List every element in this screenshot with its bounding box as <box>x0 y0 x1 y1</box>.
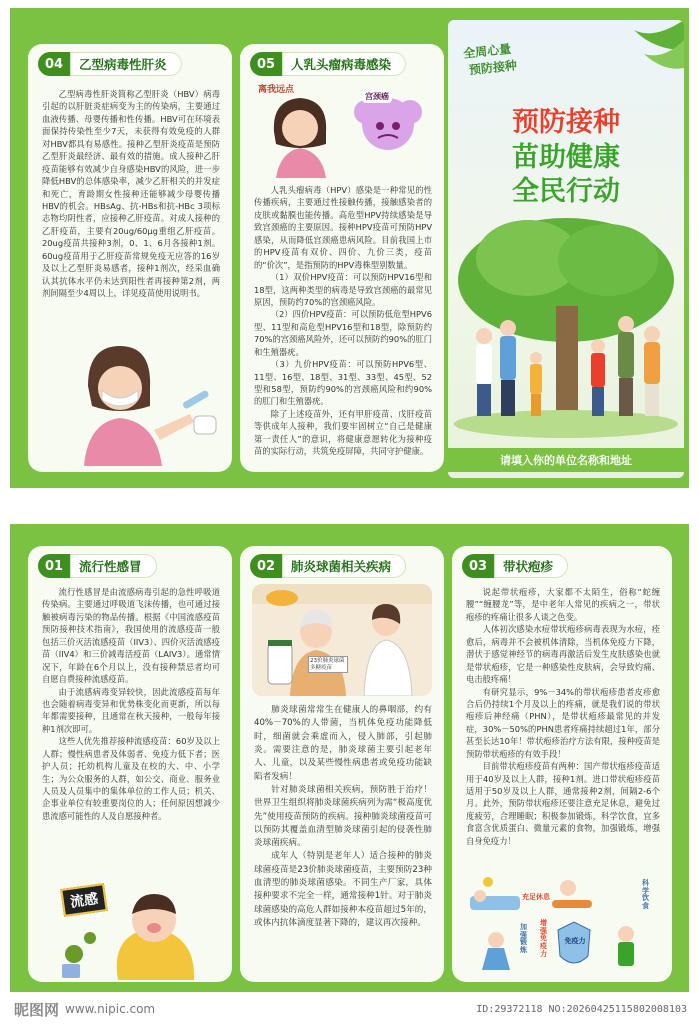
influenza-text <box>42 586 220 822</box>
paragraph: 乙型病毒性肝炎简称乙型肝炎（HBV）病毒引起的以肝脏炎症病变为主的传染病，主要通过血液传播、母婴传播和性传播。HBV可在环境表面保持传染性至少7天，未获得有效免疫的人群对HBV都具有易感性。接种乙型肝炎疫苗是预防乙型肝炎最经济、最有效的措施。成人接种乙肝疫苗能够有效减少自身感染HBV的风险，进一步降低HBV的总体感染率，减少乙肝相关的并发症和死亡，育龄期女性接种还能够减少母婴传播HBV的机会。HBsAg、抗-HBs和抗-HBc 3项标志物均阴性者，应接种乙肝疫苗。对成人接种的乙肝疫苗，主要有20ug/60μg重组乙肝疫苗。20ug疫苗共接种3剂，0、1、6月各接种1剂。60ug疫苗用于乙肝疫苗常规免疫无应答的16岁及以上乙型肝炎易感者，接种1剂次，经采血确认其抗体水平仍未达到阳性者再接种第2剂，两剂间隔至少4周以上，详见疫苗使用说明书。 <box>42 89 220 298</box>
slogan-line: 全周心量 <box>462 41 512 61</box>
section-number: 05 <box>250 52 282 76</box>
family-tree-illustration <box>448 210 684 440</box>
organization-placeholder: 请填入你的单位名称和地址 <box>448 448 684 472</box>
section-title: 肺炎球菌相关疾病 <box>282 554 406 578</box>
section-badge-03 <box>462 554 568 578</box>
paragraph: 肺炎球菌常常生在健康人的鼻咽部，约有40%－70%的人带菌，当机体免疫功能降低时，细菌就会乘虚而入，侵入肺部，引起肺炎。需要注意的是，肺炎球菌主要引起老年人、儿童，以及某些慢性病患者或免疫功能缺陷者发病！ <box>254 705 432 782</box>
panel-hepatitis-b <box>28 44 232 472</box>
panel-influenza <box>28 546 232 982</box>
shield-label: 免疫力 <box>564 937 586 945</box>
sick-child-illustration <box>48 880 218 980</box>
cover-title <box>448 106 684 210</box>
panel-hpv <box>240 44 444 472</box>
section-title: 乙型病毒性肝炎 <box>70 52 182 76</box>
paragraph: 目前带状疱疹疫苗有两种：国产带状疱疹疫苗适用于40岁及以上人群，接种1剂。进口带状疱疹疫苗适用于50岁及以上人群，通常接种2剂，间隔2-6个月。此外，预防带状疱疹还要注意充足休息，避免过度疲劳，合理睡眠；积极参加锻炼，科学饮食，宜多食富含优质蛋白、微量元素的食物，加强锻炼，增强自身免疫力！ <box>466 761 660 846</box>
paragraph: 由于流感病毒变异较快，因此流感疫苗每年也会随着病毒变异和优势株变化而更新，所以每年都需要接种，且通常在秋天接种，一般每年接种1剂次即可。 <box>42 686 220 734</box>
tip-immunity: 增强免疫力 <box>540 919 547 958</box>
panel-pneumococcal <box>240 546 444 982</box>
section-badge-01 <box>38 554 157 578</box>
paragraph: （2）四价HPV疫苗：可以预防低危型HPV6型、11型和高危型HPV16型和18型，除预防约70%的宫颈癌风险外，还可以预防约90%的肛门和生殖器疣。 <box>254 309 432 357</box>
paragraph: 这些人优先推荐接种流感疫苗：60岁及以上人群；慢性病患者及体弱者、免疫力低下者；医护人员；托幼机构儿童及在校的大、中、小学生；为公众服务的人群，如公交、商业、服务业人员及人员集中的集体单位的工作人员；机关、企事业单位有较重要岗位的人；任何原因想减少患流感可能性的人及自愿接种者。 <box>42 736 220 821</box>
section-number: 04 <box>38 52 70 76</box>
site-logo: 昵图网 <box>14 1000 60 1019</box>
paragraph: 成年人（特别是老年人）适合接种的肺炎球菌疫苗是23价肺炎球菌疫苗，主要预防23种血清型的肺炎球菌感染。不同生产厂家，具体接种要求不完全一样，通常接种1针。对于肺炎球菌感染的高危人群如接种本疫苗超过5年的，或体内抗体滴度显著下降的，建议再次接种。 <box>254 851 432 928</box>
section-number: 01 <box>38 554 70 578</box>
vaccine-vial-label: 23价肺炎球菌多糖疫苗 <box>308 656 348 673</box>
brochure-outside-sheet <box>10 8 689 488</box>
leaf-decoration <box>594 20 684 80</box>
section-title: 流行性感冒 <box>70 554 157 578</box>
sign-stay-away: 离我远点 <box>258 85 295 95</box>
paragraph: 除了上述疫苗外，还有甲肝疫苗、戊肝疫苗等供成年人接种，我们要牢固树立“自己是健康第一责任人”的意识，将健康意愿转化为接种疫苗的实际行动，共筑免疫屏障，共同守护健康。 <box>254 408 432 457</box>
image-id: ID:29372118 NO:20260425115802008103 <box>476 1003 687 1015</box>
section-title: 人乳头瘤病毒感染 <box>282 52 406 76</box>
elderly-vaccination-illustration <box>252 584 432 696</box>
brochure-inside-sheet <box>10 524 689 992</box>
hpv-text <box>254 184 432 458</box>
title-line-green: 苗助健康 <box>512 141 620 173</box>
vaccination-illustration <box>58 326 218 466</box>
hepatitis-b-text <box>42 88 220 299</box>
title-line-green: 全民行动 <box>512 176 620 208</box>
tip-rest: 充足休息 <box>522 893 550 901</box>
section-badge-04 <box>38 52 182 76</box>
paragraph: （1）双价HPV疫苗：可以预防HPV16型和18型，这两种类型的病毒是导致宫颈癌的最常见原因，预防约70%的宫颈癌风险。 <box>254 272 432 307</box>
tip-exercise: 加强锻炼 <box>520 923 527 955</box>
site-url: www.nipic.com <box>65 1002 156 1016</box>
paragraph: 人体初次感染水痘带状疱疹病毒表现为水痘，痊愈后，病毒并不会被机体清除，当机体免疫力下降，潜伏于感觉神经节的病毒再激活后发生皮肤感染也就是带状疱疹，它是一种感染性皮肤病，会导致灼痛、电击般疼痛！ <box>466 624 660 685</box>
shingles-text <box>466 586 660 847</box>
hpv-illustration <box>254 82 434 178</box>
section-number: 02 <box>250 554 282 578</box>
paragraph: 流行性感冒是由流感病毒引起的急性呼吸道传染病。主要通过呼吸道飞沫传播，也可通过接触被病毒污染的物品传播。根据《中国流感疫苗预防接种技术指南》，我国使用的流感疫苗一般包括三价灭活流感疫苗（IIV3）、四价灭活流感疫苗（IIV4）和三价减毒活疫苗（LAIV3）。通常情况下，年龄在6个月以上，没有接种禁忌者均可自愿自费接种流感疫苗。 <box>42 587 220 685</box>
tip-diet: 科学饮食 <box>642 879 649 911</box>
cover-panel <box>448 20 684 478</box>
paragraph: 人乳头瘤病毒（HPV）感染是一种常见的性传播疾病，主要通过性接触传播，接触感染者的皮肤或黏膜也能传播。高危型HPV持续感染是导致宫颈癌的主要原因。接种HPV疫苗可预防HPV感染，从而降低宫颈癌患病风险。目前我国上市的HPV疫苗有双价、四价、九价三类，疫苗的“价次”，是指预防的HPV毒株型别数量。 <box>254 185 432 270</box>
pneumococcal-text <box>254 704 432 930</box>
title-line-red: 预防接种 <box>512 107 620 138</box>
paragraph: （3）九价HPV疫苗：可以预防HPV6型、11型、16型、18型、31型、33型、45型、52型和58型，预防约90%的宫颈癌风险和约90%的肛门和生殖器疣。 <box>254 359 432 407</box>
cover-slogan <box>462 39 517 78</box>
paragraph: 有研究显示，9%－34%的带状疱疹患者皮疹愈合后仍持续1个月及以上的疼痛，就是我们说的带状疱疹后神经痛（PHN），是带状疱疹最常见的并发症，30%－50%的PHN患者疼痛持续超过1年，部分甚至长达10年！带状疱疹治疗方法有限，接种疫苗是预防带状疱疹的有效手段！ <box>466 686 660 759</box>
section-badge-02 <box>250 554 406 578</box>
flu-label: 流感 <box>60 883 107 917</box>
section-title: 带状疱疹 <box>494 554 568 578</box>
section-number: 03 <box>462 554 494 578</box>
paragraph: 针对肺炎球菌相关疾病，预防胜于治疗！世界卫生组织将肺炎球菌疾病列为需“极高度优先”使用疫苗预防的疾病。接种肺炎球菌疫苗可以预防其覆盖血清型肺炎球菌引起的侵袭性肺炎球菌疾病。 <box>254 784 432 849</box>
paragraph: 说起带状疱疹，大家都不太陌生，俗称“蛇缠腰”“缠腰龙”等，是中老年人常见的疾病之一，带状疱疹的疼痛让很多人谈之色变。 <box>466 587 660 622</box>
sign-cervical-cancer: 宫颈癌 <box>362 90 392 103</box>
prevention-tips-illustration <box>466 874 660 978</box>
panel-shingles <box>452 546 672 982</box>
slogan-line: 预防接种 <box>468 58 518 78</box>
section-badge-05 <box>250 52 406 76</box>
watermark-footer <box>0 994 699 1024</box>
